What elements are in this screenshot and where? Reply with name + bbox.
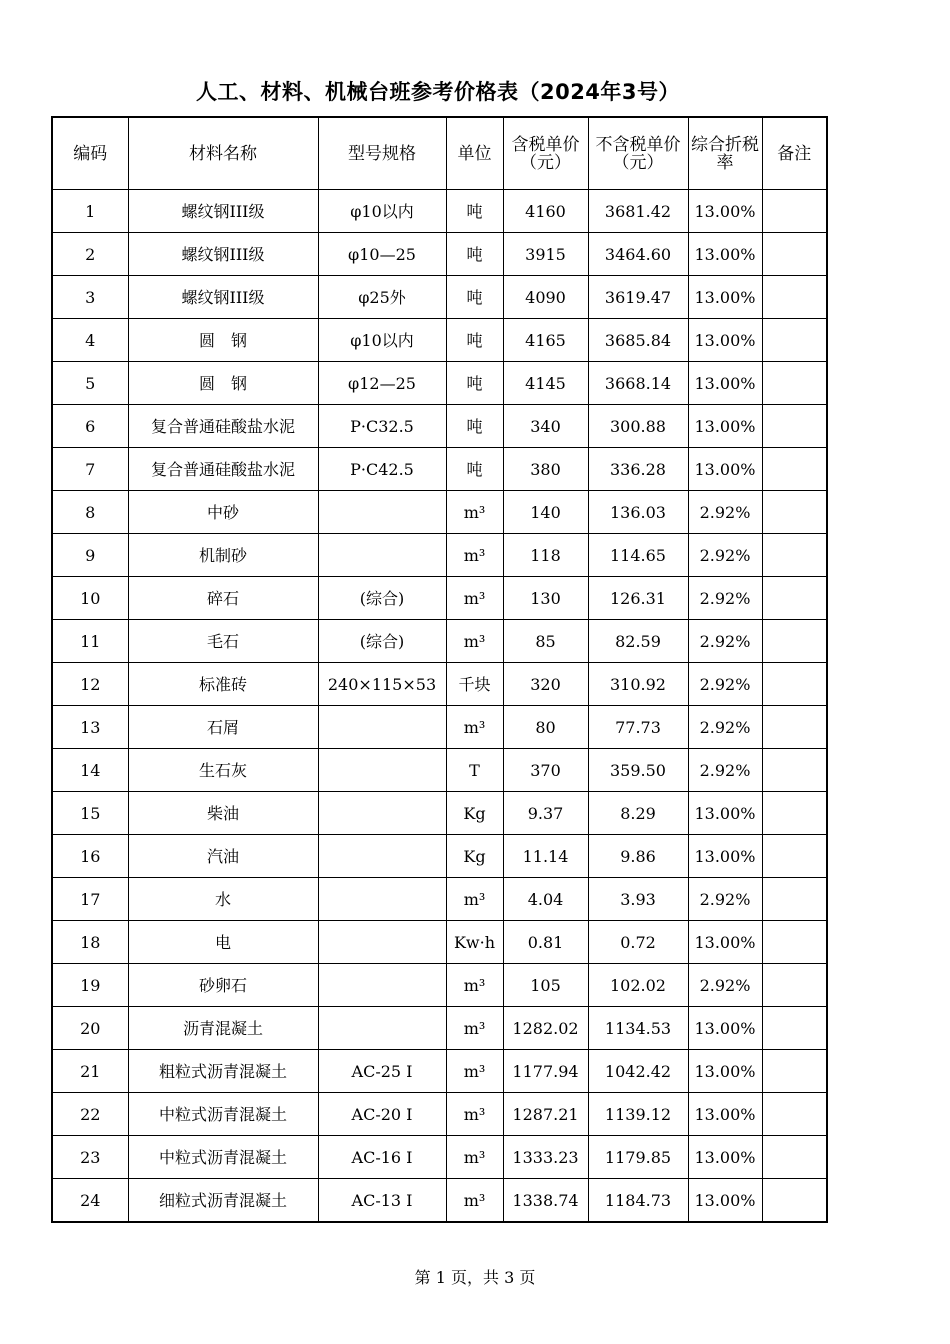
table-row [52, 276, 827, 319]
cell-price-without-tax: 1042.42 [588, 1050, 688, 1093]
cell-code: 8 [52, 491, 128, 534]
price-table [51, 116, 828, 1223]
cell-spec [318, 1007, 446, 1050]
cell-price-without-tax: 114.65 [588, 534, 688, 577]
cell-tax-rate: 13.00% [688, 190, 762, 233]
table-row [52, 448, 827, 491]
cell-tax-rate: 2.92% [688, 706, 762, 749]
cell-code: 17 [52, 878, 128, 921]
table-row [52, 190, 827, 233]
cell-unit: 吨 [446, 362, 503, 405]
cell-spec [318, 921, 446, 964]
cell-unit: m³ [446, 534, 503, 577]
cell-remark [762, 319, 827, 362]
cell-remark [762, 792, 827, 835]
cell-remark [762, 276, 827, 319]
cell-unit: T [446, 749, 503, 792]
cell-unit: 吨 [446, 190, 503, 233]
cell-spec: (综合) [318, 620, 446, 663]
cell-unit: m³ [446, 577, 503, 620]
table-row [52, 1179, 827, 1223]
cell-price-with-tax: 1287.21 [503, 1093, 588, 1136]
cell-code: 18 [52, 921, 128, 964]
cell-code: 1 [52, 190, 128, 233]
cell-tax-rate: 13.00% [688, 1007, 762, 1050]
table-row [52, 362, 827, 405]
cell-spec [318, 964, 446, 1007]
cell-price-with-tax: 320 [503, 663, 588, 706]
cell-code: 20 [52, 1007, 128, 1050]
cell-remark [762, 1179, 827, 1223]
header-code: 编码 [52, 117, 128, 190]
cell-remark [762, 878, 827, 921]
cell-unit: m³ [446, 1050, 503, 1093]
header-spec: 型号规格 [318, 117, 446, 190]
cell-tax-rate: 2.92% [688, 534, 762, 577]
cell-material-name: 机制砂 [128, 534, 318, 577]
cell-price-without-tax: 336.28 [588, 448, 688, 491]
cell-tax-rate: 2.92% [688, 491, 762, 534]
cell-remark [762, 663, 827, 706]
cell-material-name: 细粒式沥青混凝土 [128, 1179, 318, 1223]
cell-unit: 吨 [446, 276, 503, 319]
cell-tax-rate: 13.00% [688, 405, 762, 448]
cell-tax-rate: 13.00% [688, 1050, 762, 1093]
cell-price-without-tax: 102.02 [588, 964, 688, 1007]
table-row [52, 706, 827, 749]
cell-spec [318, 792, 446, 835]
header-remark: 备注 [762, 117, 827, 190]
table-row [52, 1136, 827, 1179]
table-row [52, 921, 827, 964]
cell-tax-rate: 13.00% [688, 276, 762, 319]
cell-tax-rate: 2.92% [688, 663, 762, 706]
table-row [52, 792, 827, 835]
cell-code: 2 [52, 233, 128, 276]
table-row [52, 319, 827, 362]
header-unit: 单位 [446, 117, 503, 190]
cell-code: 12 [52, 663, 128, 706]
cell-price-without-tax: 3.93 [588, 878, 688, 921]
cell-code: 11 [52, 620, 128, 663]
cell-spec [318, 749, 446, 792]
cell-material-name: 标准砖 [128, 663, 318, 706]
table-row [52, 620, 827, 663]
cell-material-name: 碎石 [128, 577, 318, 620]
cell-material-name: 中粒式沥青混凝土 [128, 1136, 318, 1179]
header-material-name: 材料名称 [128, 117, 318, 190]
cell-unit: m³ [446, 1136, 503, 1179]
cell-price-with-tax: 380 [503, 448, 588, 491]
cell-code: 7 [52, 448, 128, 491]
cell-price-with-tax: 85 [503, 620, 588, 663]
cell-material-name: 中粒式沥青混凝土 [128, 1093, 318, 1136]
cell-unit: 吨 [446, 233, 503, 276]
cell-tax-rate: 13.00% [688, 448, 762, 491]
cell-price-without-tax: 0.72 [588, 921, 688, 964]
cell-code: 19 [52, 964, 128, 1007]
cell-price-without-tax: 3619.47 [588, 276, 688, 319]
table-row [52, 964, 827, 1007]
cell-price-without-tax: 136.03 [588, 491, 688, 534]
cell-unit: m³ [446, 878, 503, 921]
cell-remark [762, 1136, 827, 1179]
cell-remark [762, 491, 827, 534]
cell-material-name: 电 [128, 921, 318, 964]
cell-code: 13 [52, 706, 128, 749]
cell-material-name: 水 [128, 878, 318, 921]
table-row [52, 405, 827, 448]
cell-price-with-tax: 340 [503, 405, 588, 448]
cell-tax-rate: 2.92% [688, 620, 762, 663]
cell-material-name: 沥青混凝土 [128, 1007, 318, 1050]
cell-price-without-tax: 126.31 [588, 577, 688, 620]
cell-remark [762, 1050, 827, 1093]
cell-tax-rate: 13.00% [688, 1093, 762, 1136]
cell-tax-rate: 2.92% [688, 964, 762, 1007]
cell-price-without-tax: 3685.84 [588, 319, 688, 362]
cell-unit: m³ [446, 620, 503, 663]
cell-unit: 吨 [446, 405, 503, 448]
header-price-without-tax: 不含税单价（元） [588, 117, 688, 190]
cell-price-without-tax: 77.73 [588, 706, 688, 749]
cell-material-name: 毛石 [128, 620, 318, 663]
cell-price-without-tax: 1179.85 [588, 1136, 688, 1179]
header-price-with-tax: 含税单价（元） [503, 117, 588, 190]
cell-price-without-tax: 310.92 [588, 663, 688, 706]
table-row [52, 749, 827, 792]
cell-spec: P·C32.5 [318, 405, 446, 448]
cell-price-with-tax: 370 [503, 749, 588, 792]
cell-material-name: 螺纹钢III级 [128, 233, 318, 276]
cell-price-with-tax: 4160 [503, 190, 588, 233]
cell-spec: AC-16 I [318, 1136, 446, 1179]
cell-unit: 吨 [446, 448, 503, 491]
cell-tax-rate: 13.00% [688, 1179, 762, 1223]
cell-remark [762, 749, 827, 792]
cell-tax-rate: 13.00% [688, 792, 762, 835]
cell-spec: φ10以内 [318, 319, 446, 362]
cell-unit: m³ [446, 1007, 503, 1050]
cell-tax-rate: 13.00% [688, 319, 762, 362]
cell-tax-rate: 13.00% [688, 921, 762, 964]
table-row [52, 534, 827, 577]
cell-spec [318, 706, 446, 749]
cell-remark [762, 706, 827, 749]
cell-spec: φ25外 [318, 276, 446, 319]
cell-code: 21 [52, 1050, 128, 1093]
table-row [52, 663, 827, 706]
cell-tax-rate: 2.92% [688, 878, 762, 921]
cell-price-without-tax: 359.50 [588, 749, 688, 792]
cell-spec [318, 534, 446, 577]
cell-price-with-tax: 9.37 [503, 792, 588, 835]
cell-remark [762, 964, 827, 1007]
cell-code: 9 [52, 534, 128, 577]
cell-price-with-tax: 4165 [503, 319, 588, 362]
cell-price-with-tax: 11.14 [503, 835, 588, 878]
page-title: 人工、材料、机械台班参考价格表（2024年3号） [195, 80, 681, 104]
table-row [52, 878, 827, 921]
cell-price-without-tax: 1184.73 [588, 1179, 688, 1223]
cell-spec [318, 491, 446, 534]
cell-unit: Kw·h [446, 921, 503, 964]
cell-remark [762, 362, 827, 405]
cell-price-with-tax: 140 [503, 491, 588, 534]
cell-price-without-tax: 3668.14 [588, 362, 688, 405]
cell-code: 22 [52, 1093, 128, 1136]
table-row [52, 233, 827, 276]
cell-material-name: 螺纹钢III级 [128, 276, 318, 319]
cell-unit: m³ [446, 964, 503, 1007]
cell-price-without-tax: 1139.12 [588, 1093, 688, 1136]
cell-code: 14 [52, 749, 128, 792]
table-row [52, 1050, 827, 1093]
cell-spec: 240×115×53 [318, 663, 446, 706]
cell-remark [762, 448, 827, 491]
cell-spec: φ10以内 [318, 190, 446, 233]
cell-spec: P·C42.5 [318, 448, 446, 491]
cell-material-name: 汽油 [128, 835, 318, 878]
table-row [52, 835, 827, 878]
cell-spec: AC-25 I [318, 1050, 446, 1093]
cell-unit: m³ [446, 706, 503, 749]
cell-material-name: 石屑 [128, 706, 318, 749]
cell-tax-rate: 2.92% [688, 749, 762, 792]
table-row [52, 491, 827, 534]
cell-tax-rate: 13.00% [688, 362, 762, 405]
cell-price-without-tax: 9.86 [588, 835, 688, 878]
cell-remark [762, 577, 827, 620]
cell-code: 24 [52, 1179, 128, 1223]
cell-remark [762, 534, 827, 577]
cell-spec: φ10—25 [318, 233, 446, 276]
table-row [52, 1007, 827, 1050]
cell-spec: AC-13 I [318, 1179, 446, 1223]
cell-unit: Kg [446, 835, 503, 878]
cell-remark [762, 835, 827, 878]
cell-code: 3 [52, 276, 128, 319]
cell-material-name: 粗粒式沥青混凝土 [128, 1050, 318, 1093]
cell-price-without-tax: 3681.42 [588, 190, 688, 233]
table-header [52, 117, 827, 190]
cell-spec: (综合) [318, 577, 446, 620]
cell-unit: m³ [446, 491, 503, 534]
cell-unit: 吨 [446, 319, 503, 362]
cell-material-name: 复合普通硅酸盐水泥 [128, 405, 318, 448]
table-row [52, 577, 827, 620]
cell-material-name: 复合普通硅酸盐水泥 [128, 448, 318, 491]
cell-price-without-tax: 1134.53 [588, 1007, 688, 1050]
cell-spec: AC-20 I [318, 1093, 446, 1136]
cell-price-with-tax: 105 [503, 964, 588, 1007]
cell-code: 4 [52, 319, 128, 362]
cell-price-without-tax: 82.59 [588, 620, 688, 663]
cell-price-with-tax: 80 [503, 706, 588, 749]
page-footer: 第 1 页，共 3 页 [414, 1268, 536, 1287]
cell-code: 5 [52, 362, 128, 405]
cell-material-name: 柴油 [128, 792, 318, 835]
cell-material-name: 中砂 [128, 491, 318, 534]
cell-price-with-tax: 1338.74 [503, 1179, 588, 1223]
cell-unit: 千块 [446, 663, 503, 706]
cell-unit: m³ [446, 1093, 503, 1136]
header-tax-rate: 综合折税率 [688, 117, 762, 190]
cell-remark [762, 1093, 827, 1136]
cell-material-name: 砂卵石 [128, 964, 318, 1007]
cell-price-with-tax: 130 [503, 577, 588, 620]
cell-remark [762, 921, 827, 964]
cell-price-with-tax: 0.81 [503, 921, 588, 964]
cell-tax-rate: 13.00% [688, 233, 762, 276]
table-body [52, 190, 827, 1223]
cell-tax-rate: 2.92% [688, 577, 762, 620]
cell-price-with-tax: 4090 [503, 276, 588, 319]
cell-remark [762, 405, 827, 448]
cell-material-name: 螺纹钢III级 [128, 190, 318, 233]
cell-price-with-tax: 4.04 [503, 878, 588, 921]
cell-price-without-tax: 3464.60 [588, 233, 688, 276]
cell-material-name: 圆 钢 [128, 362, 318, 405]
cell-material-name: 圆 钢 [128, 319, 318, 362]
cell-code: 23 [52, 1136, 128, 1179]
cell-code: 6 [52, 405, 128, 448]
cell-tax-rate: 13.00% [688, 1136, 762, 1179]
cell-price-with-tax: 1177.94 [503, 1050, 588, 1093]
cell-unit: m³ [446, 1179, 503, 1223]
cell-spec [318, 878, 446, 921]
cell-remark [762, 233, 827, 276]
cell-code: 15 [52, 792, 128, 835]
cell-tax-rate: 13.00% [688, 835, 762, 878]
cell-spec: φ12—25 [318, 362, 446, 405]
cell-remark [762, 1007, 827, 1050]
cell-price-with-tax: 1333.23 [503, 1136, 588, 1179]
cell-price-with-tax: 4145 [503, 362, 588, 405]
cell-spec [318, 835, 446, 878]
cell-price-with-tax: 118 [503, 534, 588, 577]
cell-code: 10 [52, 577, 128, 620]
cell-price-with-tax: 3915 [503, 233, 588, 276]
cell-price-with-tax: 1282.02 [503, 1007, 588, 1050]
table-row [52, 1093, 827, 1136]
cell-unit: Kg [446, 792, 503, 835]
cell-code: 16 [52, 835, 128, 878]
cell-material-name: 生石灰 [128, 749, 318, 792]
cell-price-without-tax: 300.88 [588, 405, 688, 448]
cell-price-without-tax: 8.29 [588, 792, 688, 835]
cell-remark [762, 190, 827, 233]
cell-remark [762, 620, 827, 663]
